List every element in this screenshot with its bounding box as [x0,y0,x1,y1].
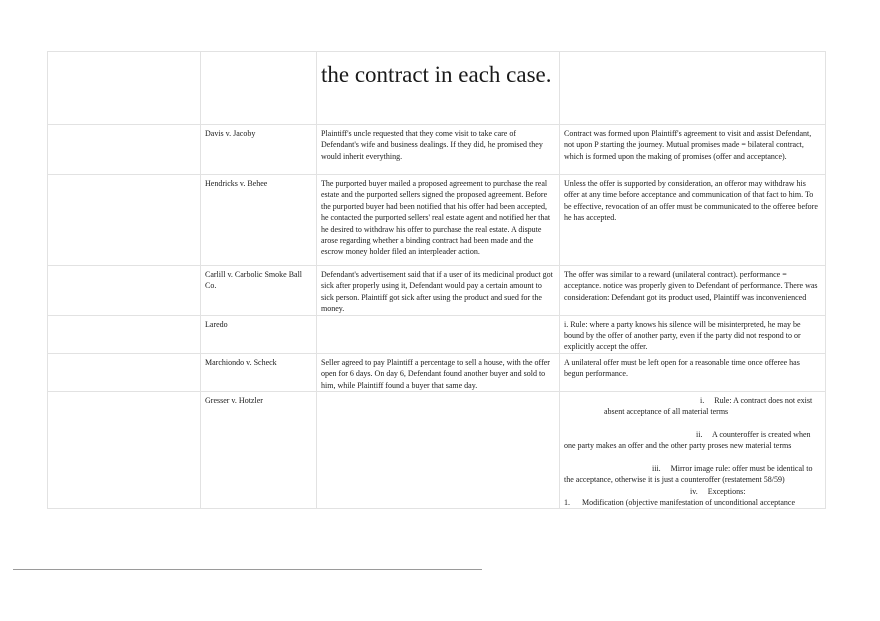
case-facts: The purported buyer mailed a proposed agreement to purchase the real estate and the purported sellers signed the proposed agreement. Before the purported buyer had been notified that his offer had been accepted, he contacted the purported sellers' real estate agent and notified her that he desired to withdraw his offer to purchase the real estate. A dispute arose regarding whether a binding contract had been made and the escrow money holder filed an interpleader action. [317,175,560,266]
table-cell [48,266,201,316]
item-text: Exceptions: [707,486,746,496]
case-facts: Seller agreed to pay Plaintiff a percentage to sell a house, with the offer open for 6 days. On day 6, Defendant found another buyer and sold to him, while Plaintiff found a buyer that same day. [317,353,560,391]
holding-item [564,463,821,486]
item-number: iv. [690,486,698,496]
case-holding: A unilateral offer must be left open for a reasonable time once offeree has begun performance. [560,353,826,391]
item-number: iii. [652,463,661,473]
item-number: 1. [564,497,570,507]
footnote-divider [13,569,482,570]
table-cell [48,175,201,266]
item-text: Modification (objective manifestation of unconditional acceptance [582,497,796,507]
table-row [48,175,826,266]
case-holding: Unless the offer is supported by consideration, an offeror may withdraw his offer at any time before acceptance and communication of that fact to him. To be effective, revocation of an offer must be communicated to the offeree before he has accepted. [560,175,826,266]
case-holding: Contract was formed upon Plaintiff's agreement to visit and assist Defendant, not upon P starting the journey. Mutual promises made = bilateral contract, which is formed upon the making of promises (offer and acceptance). [560,125,826,175]
table-row [48,353,826,391]
table-row [48,52,826,125]
holding-item [564,429,821,452]
item-text: Rule: A contract does not exist absent acceptance of all material terms [604,396,813,417]
case-name: Hendricks v. Behee [201,175,317,266]
case-holding: The offer was similar to a reward (unilateral contract). performance = acceptance. notice was properly given to Defendant of performance. There was consideration: Defendant got its product used, Plaintiff was inconvenienced [560,266,826,316]
question-text: the contract in each case. [317,52,560,125]
table-row [48,125,826,175]
case-holding-list [560,392,826,509]
table-row [48,315,826,353]
holding-item [564,486,821,497]
case-name: Laredo [201,315,317,353]
table-cell [48,125,201,175]
item-text: A counteroffer is created when one party makes an offer and the other party proses new material terms [564,429,811,451]
table-cell [48,315,201,353]
item-number: ii. [696,429,703,439]
case-facts [317,392,560,509]
holding-item [564,395,821,418]
table-cell [48,392,201,509]
case-name: Davis v. Jacoby [201,125,317,175]
case-name: Marchiondo v. Scheck [201,353,317,391]
table-row [48,266,826,316]
case-facts: Plaintiff's uncle requested that they come visit to take care of Defendant's wife and business dealings. If they did, he promised they would inherit everything. [317,125,560,175]
case-facts: Defendant's advertisement said that if a user of its medicinal product got sick after properly using it, Defendant would pay a certain amount to sick person. Plaintiff got sick after using the product and sued for the money. [317,266,560,316]
item-text: Mirror image rule: offer must be identical to the acceptance, otherwise it is just a counteroffer (restatement 58/59) [564,463,813,485]
case-holding: i. Rule: where a party knows his silence will be misinterpreted, he may be bound by the offer of another party, even if the party did not respond to or explicitly accept the offer. [560,315,826,353]
table-cell [560,52,826,125]
table-cell [48,52,201,125]
table-row [48,392,826,509]
case-name: Carlill v. Carbolic Smoke Ball Co. [201,266,317,316]
case-facts [317,315,560,353]
table-cell [201,52,317,125]
holding-item [564,497,821,508]
item-number: i. [700,396,705,406]
case-name: Gresser v. Hotzler [201,392,317,509]
case-table [47,51,826,509]
table-cell [48,353,201,391]
